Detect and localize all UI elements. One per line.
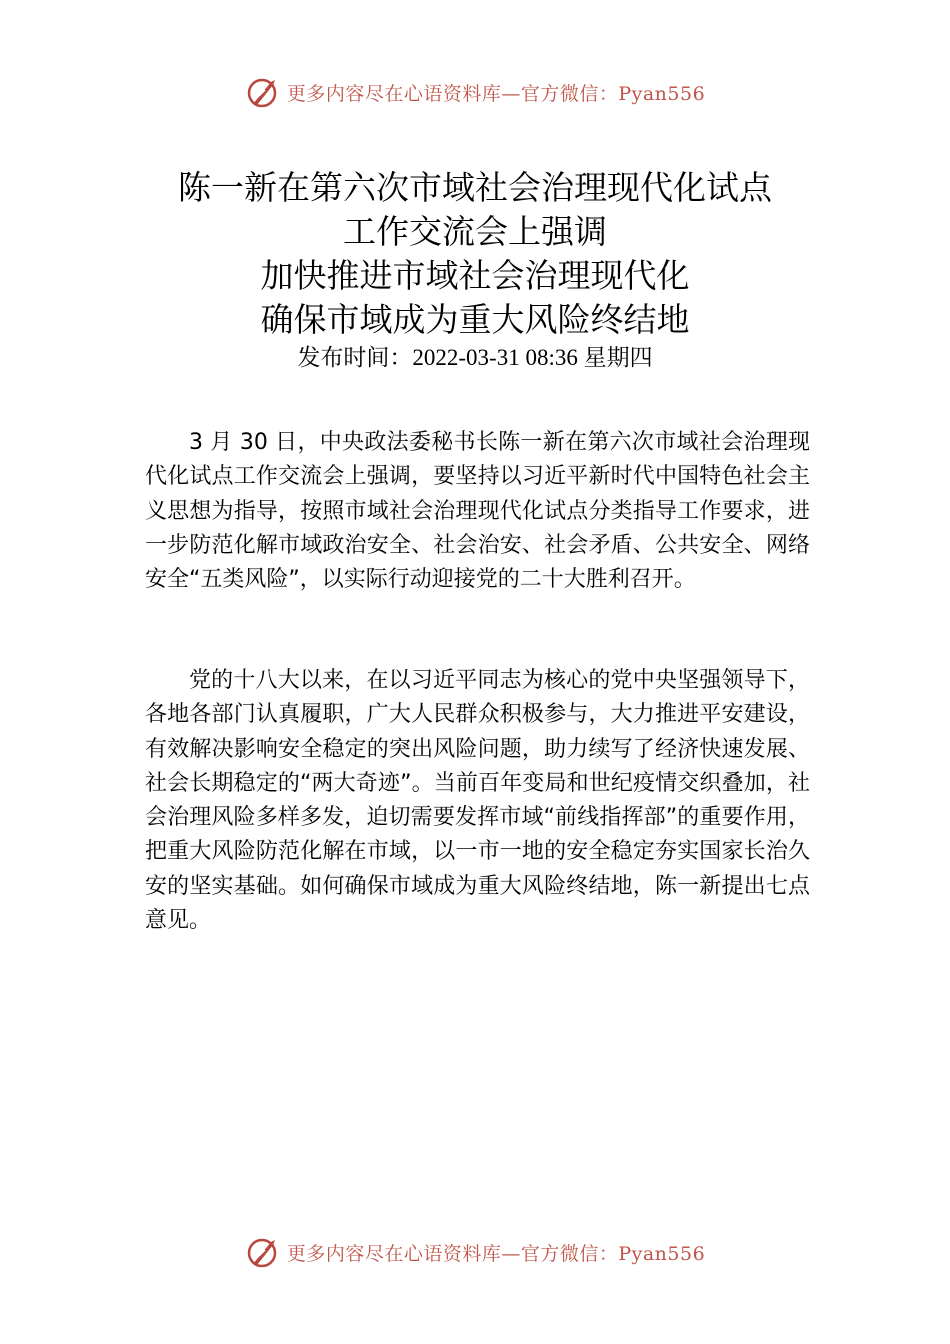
body-paragraph-2: 党的十八大以来，在以习近平同志为核心的党中央坚强领导下，各地各部门认真履职，广大人民群众积极参与，大力推进平安建设，有效解决影响安全稳定的突出风险问题，助力续写了经济快速发展、社会长期稳定的“两大奇迹”。当前百年变局和世纪疫情交织叠加，社会治理风险多样多发，迫切需要发挥市域“前线指挥部”的重要作用，把重大风险防范化解在市域，以一市一地的安全稳定夯实国家长治久安的坚实基础。如何确保市域成为重大风险终结地，陈一新提出七点意见。	[145, 668, 810, 934]
title-line-4: 确保市域成为重大风险终结地	[260, 300, 690, 339]
banner-text: 更多内容尽在心语资料库—官方微信：Pyan556	[286, 82, 706, 105]
title-line-1: 陈一新在第六次市域社会治理现代化试点	[178, 168, 772, 207]
header-watermark-banner	[0, 72, 950, 112]
title-line-2: 工作交流会上强调	[343, 212, 607, 251]
publish-time: 发布时间：2022-03-31 08:36 星期四	[297, 345, 653, 370]
footer-watermark-banner	[0, 1232, 950, 1272]
quill-pen-logo-icon	[245, 1234, 281, 1270]
body-paragraph-1: 3 月 30 日，中央政法委秘书长陈一新在第六次市域社会治理现代化试点工作交流会上强调，要坚持以习近平新时代中国特色社会主义思想为指导，按照市域社会治理现代化试点分类指导工作要求，进一步防范化解市域政治安全、社会治安、社会矛盾、公共安全、网络安全“五类风险”，以实际行动迎接党的二十大胜利召开。	[145, 430, 810, 593]
article-title	[0, 166, 950, 342]
title-line-3: 加快推进市域社会治理现代化	[260, 256, 690, 295]
banner-text: 更多内容尽在心语资料库—官方微信：Pyan556	[286, 1242, 706, 1265]
quill-pen-logo-icon	[245, 74, 281, 110]
